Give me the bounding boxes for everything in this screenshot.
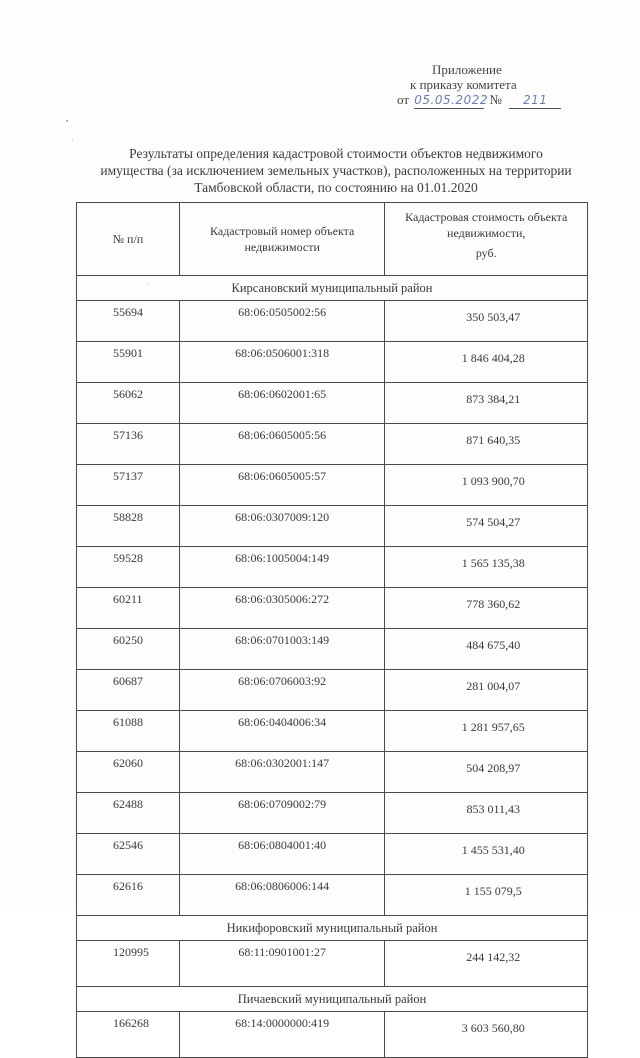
cadastral-value: 1 155 079,5 [385,875,588,916]
row-number: 59528 [77,547,180,588]
cadastral-number: 68:06:0602001:65 [179,383,385,424]
row-number: 61088 [77,711,180,752]
cadastral-value: 1 846 404,28 [385,342,588,383]
row-number: 58828 [77,506,180,547]
district-row [77,276,588,301]
row-number: 57136 [77,424,180,465]
cadastral-number: 68:11:0901001:27 [179,941,385,987]
table-row [77,506,588,547]
district-row [77,916,588,941]
cadastral-number: 68:06:0505002:56 [179,301,385,342]
header-cadastral-value-line1: Кадастровая стоимость объекта [405,210,568,224]
table-row [77,342,588,383]
cadastral-value: 1 093 900,70 [385,465,588,506]
row-number: 62060 [77,752,180,793]
header-cadastral-value-line2: недвижимости, [447,226,526,240]
row-number: 60211 [77,588,180,629]
cadastral-value: 3 603 560,80 [385,1012,588,1058]
cadastral-value: 350 503,47 [385,301,588,342]
table-row [77,383,588,424]
cadastral-number: 68:06:0506001:318 [179,342,385,383]
district-name: Кирсановский муниципальный район [77,276,588,301]
table-row [77,793,588,834]
row-number: 166268 [77,1012,180,1058]
table-row [77,465,588,506]
district-name: Никифоровский муниципальный район [77,916,588,941]
order-number-handwritten: 211 [522,93,548,107]
cadastral-number: 68:06:0307009:120 [179,506,385,547]
cadastral-number: 68:06:0701003:149 [179,629,385,670]
cadastral-value: 484 675,40 [385,629,588,670]
scan-speck [66,120,68,122]
cadastral-number: 68:06:0302001:147 [179,752,385,793]
header-row-number: № п/п [77,203,180,276]
cadastral-number: 68:14:0000000:419 [179,1012,385,1058]
row-number: 62616 [77,875,180,916]
header-cadastral-number: Кадастровый номер объекта недвижимости [179,203,385,276]
table-row [77,547,588,588]
cadastral-number: 68:06:0605005:56 [179,424,385,465]
row-number: 55901 [77,342,180,383]
cadastral-value: 1 281 957,65 [385,711,588,752]
cadastral-value: 853 011,43 [385,793,588,834]
cadastral-number: 68:06:0709002:79 [179,793,385,834]
table-row [77,670,588,711]
cadastral-value: 1 565 135,38 [385,547,588,588]
order-date [414,92,488,109]
appendix-subtitle: к приказу комитета [410,77,517,92]
table-row [77,1012,588,1058]
header-cadastral-value-line3: руб. [475,246,497,260]
table-row [77,301,588,342]
cadastral-number: 68:06:0806006:144 [179,875,385,916]
cadastral-value: 1 455 531,40 [385,834,588,875]
row-number: 60250 [77,629,180,670]
order-number [509,92,561,109]
table-row [77,629,588,670]
cadastral-value: 574 504,27 [385,506,588,547]
cadastral-number: 68:06:0404006:34 [179,711,385,752]
row-number: 55694 [77,301,180,342]
table-row [77,752,588,793]
scan-speck [72,140,73,141]
table-row [77,834,588,875]
header-cadastral-value [385,203,588,276]
table-row [77,588,588,629]
table-row [77,424,588,465]
number-prefix: № [489,92,502,107]
cadastral-value: 504 208,97 [385,752,588,793]
row-number: 62488 [77,793,180,834]
cadastral-value: 778 360,62 [385,588,588,629]
document-title: Результаты определения кадастровой стоимости объектов недвижимого имущества (за исключением земельных участков), расположенных на территории Тамбовской области, по состоянию на 01.01.2020 [100,146,572,195]
row-number: 57137 [77,465,180,506]
cadastral-value: 281 004,07 [385,670,588,711]
cadastral-value-table [76,202,588,1058]
cadastral-value: 873 384,21 [385,383,588,424]
cadastral-number: 68:06:0605005:57 [179,465,385,506]
cadastral-number: 68:06:1005004:149 [179,547,385,588]
table-row [77,711,588,752]
appendix-title: Приложение [432,62,502,77]
table-row [77,875,588,916]
row-number: 60687 [77,670,180,711]
cadastral-value: 244 142,32 [385,941,588,987]
row-number: 120995 [77,941,180,987]
district-row [77,987,588,1012]
date-prefix: от [397,92,410,107]
row-number: 62546 [77,834,180,875]
row-number: 56062 [77,383,180,424]
order-date-handwritten: 05.05.2022 [414,93,488,107]
district-name: Пичаевский муниципальный район [77,987,588,1012]
cadastral-number: 68:06:0804001:40 [179,834,385,875]
table-header-row [77,203,588,276]
cadastral-number: 68:06:0706003:92 [179,670,385,711]
table-row [77,941,588,987]
cadastral-number: 68:06:0305006:272 [179,588,385,629]
cadastral-value: 871 640,35 [385,424,588,465]
appendix-order-line [397,92,561,109]
